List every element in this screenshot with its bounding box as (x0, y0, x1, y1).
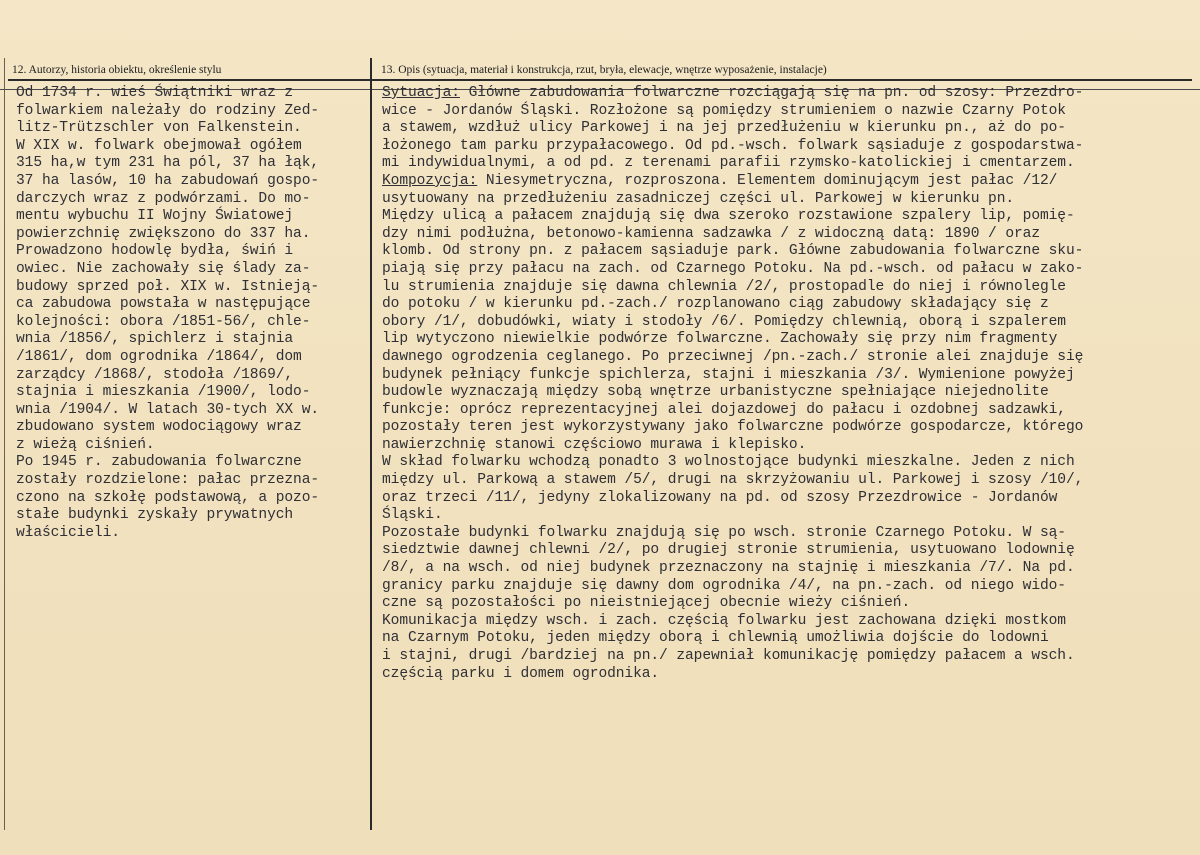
history-text-line: właścicieli. (16, 524, 120, 541)
description-text: między ul. Parkową a stawem /5/, drugi na skrzyżowaniu ul. Parkowej i szosy /10/, (382, 472, 1084, 489)
section-label: Sytuacja: (382, 85, 460, 101)
history-text-line: z wieżą ciśnień. (16, 436, 155, 453)
history-text-line: owiec. Nie zachowały się ślady za- (16, 260, 311, 277)
history-text-line: stajnia i mieszkania /1900/, lodo- (16, 384, 311, 401)
description-text: lip wytyczono niewielkie podwórze folwarczne. Zachowały się przy nim fragmenty (382, 331, 1058, 348)
description-text-line (382, 613, 1197, 631)
history-text-line: ca zabudowa powstała w następujące (16, 296, 311, 313)
description-text: nawierzchnię stanowi częściowo murawa i klepisko. (382, 436, 807, 453)
description-text-line (382, 349, 1197, 367)
description-text: W skład folwarku wchodzą ponadto 3 wolnostojące budynki mieszkalne. Jeden z nich (382, 454, 1075, 471)
description-text: siedztwie dawnej chlewni /2/, po drugiej stronie strumienia, usytuowano lodownię (382, 542, 1075, 559)
history-text-line: mentu wybuchu II Wojny Światowej (16, 208, 294, 225)
history-text-line: Od 1734 r. wieś Świątniki wraz z (16, 85, 294, 101)
history-text-line: zbudowano system wodociągowy wraz (16, 419, 302, 436)
description-text-line (382, 331, 1197, 349)
description-text: Niesymetryczna, rozproszona. Elementem dominującym jest pałac /12/ (477, 172, 1058, 189)
history-text-line: powierzchnię zwiększono do 337 ha. (16, 225, 311, 242)
history-text-line: kolejności: obora /1851-56/, chle- (16, 313, 311, 330)
description-text: wice - Jordanów Śląski. Rozłożone są pomiędzy strumieniem o nazwie Czarny Potok (382, 102, 1066, 119)
description-text-line (382, 279, 1197, 297)
description-text: czne są pozostałości po nieistniejącej obecnie wieży ciśnień. (382, 595, 911, 612)
description-text-line (382, 120, 1197, 138)
description-text-line (382, 578, 1197, 596)
description-text: Główne zabudowania folwarczne rozciągają się na pn. od szosy: Przezdro- (459, 85, 1084, 101)
description-text: i stajni, drugi /bardziej na pn./ zapewniał komunikację pomiędzy pałacem a wsch. (382, 648, 1075, 664)
history-text-line: darczych wraz z podwórzami. Do mo- (16, 190, 311, 207)
column-divider (370, 58, 372, 830)
description-text: dawnego ogrodzenia ceglanego. Po przeciwnej /pn.-zach./ stronie alei znajduje się (382, 348, 1084, 365)
section-13-header: 13. Opis (sytuacja, materiał i konstrukcja, rzut, bryła, elewacje, wnętrze wyposażenie, instalacje) (381, 64, 827, 76)
description-text-line (382, 490, 1197, 508)
description-text: usytuowany na przedłużeniu zasadniczej części ul. Parkowej w kierunku pn. (382, 190, 1015, 207)
history-text-line: wnia /1904/. W latach 30-tych XX w. (16, 401, 320, 418)
history-text-line: W XIX w. folwark obejmował ogółem (16, 137, 302, 154)
history-text-line: czono na szkołę podstawową, a pozo- (16, 489, 320, 506)
description-text-line (382, 384, 1197, 402)
history-text-line: litz-Trützschler von Falkenstein. (16, 120, 302, 137)
description-text-column (382, 85, 1197, 683)
history-text-line: stałe budynki zyskały prywatnych (16, 507, 294, 524)
description-text-line (382, 296, 1197, 314)
description-text: granicy parku znajduje się dawny dom ogrodnika /4/, na pn.-zach. od niego wido- (382, 577, 1066, 594)
description-text-line (382, 560, 1197, 578)
description-text-line (382, 191, 1197, 209)
description-text: częścią parku i domem ogrodnika. (382, 665, 660, 682)
history-text-line: wnia /1856/, spichlerz i stajnia (16, 331, 294, 348)
description-text: funkcje: oprócz reprezentacyjnej alei dojazdowej do pałacu i ozdobnej sadzawki, (382, 401, 1066, 418)
description-text-line (382, 314, 1197, 332)
description-text-line (382, 138, 1197, 156)
section-12-header: 12. Autorzy, historia obiektu, określenie stylu (12, 64, 222, 76)
description-text-line (382, 367, 1197, 385)
description-text-line (382, 437, 1197, 455)
description-text: na Czarnym Potoku, jeden między oborą i chlewnią umożliwia dojście do lodowni (382, 630, 1049, 647)
description-text: Między ulicą a pałacem znajdują się dwa szeroko rozstawione szpalery lip, pomię- (382, 208, 1075, 225)
history-text-line: folwarkiem należały do rodziny Zed- (16, 102, 320, 119)
history-text-line: Po 1945 r. zabudowania folwarczne (16, 454, 302, 471)
description-text: pozostały teren jest wykorzystywany jako folwarczne podwórze gospodarcze, którego (382, 419, 1084, 436)
description-text-line (382, 261, 1197, 279)
history-text-line: 37 ha lasów, 10 ha zabudowań gospo- (16, 172, 320, 189)
description-text: oraz trzeci /11/, jedyny zlokalizowany na pd. od szosy Przezdrowice - Jordanów (382, 489, 1058, 506)
description-text-line (382, 648, 1197, 666)
description-text: Pozostałe budynki folwarku znajdują się po wsch. stronie Czarnego Potoku. W są- (382, 524, 1066, 541)
description-text: piają się przy pałacu na zach. od Czarnego Potoku. Na pd.-wsch. od pałacu w zako- (382, 260, 1084, 277)
description-text: Komunikacja między wsch. i zach. częścią folwarku jest zachowana dzięki mostkom (382, 612, 1066, 629)
description-text-line (382, 419, 1197, 437)
description-text-line (382, 103, 1197, 121)
description-text-line (382, 173, 1197, 191)
history-text-line: budowy sprzed poł. XIX w. Istnieją- (16, 278, 320, 295)
header-top-rule (8, 79, 1192, 81)
description-text: klomb. Od strony pn. z pałacem sąsiaduje park. Główne zabudowania folwarczne sku- (382, 243, 1084, 260)
description-text-line (382, 595, 1197, 613)
history-text-line: zarządcy /1868/, stodoła /1869/, (16, 366, 294, 383)
description-text-line (382, 542, 1197, 560)
description-text: budowle wyznaczają między sobą wnętrze urbanistyczne spełniające niejednolite (382, 384, 1049, 401)
description-text: do potoku / w kierunku pd.-zach./ rozplanowano ciąg zabudowy składający się z (382, 296, 1049, 313)
description-text-line (382, 155, 1197, 173)
description-text-line (382, 525, 1197, 543)
history-text-line: /1861/, dom ogrodnika /1864/, dom (16, 348, 302, 365)
left-border-line (4, 58, 5, 830)
history-text-line: Prowadzono hodowlę bydła, świń i (16, 243, 294, 260)
description-text: /8/, a na wsch. od niej budynek przeznaczony na stajnię i mieszkania /7/. Na pd. (382, 560, 1075, 577)
description-text-line (382, 208, 1197, 226)
description-text: lu strumienia znajduje się dawna chlewnia /2/, prostopadle do niej i równolegle (382, 278, 1066, 295)
description-text: dzy nimi podłużna, betonowo-kamienna sadzawka / z widoczną datą: 1890 / oraz (382, 225, 1040, 242)
description-text: budynek pełniący funkcje spichlerza, stajni i mieszkania /3/. Wymienione powyżej (382, 366, 1075, 383)
description-text: a stawem, wzdłuż ulicy Parkowej i na jej przedłużeniu w kierunku pn., aż do po- (382, 120, 1066, 137)
description-text: mi indywidualnymi, a od pd. z terenami parafii rzymsko-katolickiej i cmentarzem. (382, 155, 1075, 172)
description-text: Śląski. (382, 507, 443, 524)
history-text-column (16, 85, 366, 542)
description-text-line (382, 454, 1197, 472)
description-text: łożonego tam parku przypałacowego. Od pd.-wsch. folwark sąsiaduje z gospodarstwa- (382, 137, 1084, 154)
description-text: obory /1/, dobudówki, wiaty i stodoły /6/. Pomiędzy chlewnią, oborą i szpalerem (382, 313, 1066, 330)
section-label: Kompozycja: (382, 172, 478, 189)
description-text-line (382, 243, 1197, 261)
description-text-line (382, 402, 1197, 420)
description-text-line (382, 630, 1197, 648)
description-text-line (382, 472, 1197, 490)
description-text-line (382, 85, 1197, 103)
description-text-line (382, 226, 1197, 244)
description-text-line (382, 507, 1197, 525)
history-text-line: 315 ha,w tym 231 ha pól, 37 ha łąk, (16, 155, 320, 172)
description-text-line (382, 666, 1197, 684)
history-text-line: zostały rozdzielone: pałac przezna- (16, 472, 320, 489)
